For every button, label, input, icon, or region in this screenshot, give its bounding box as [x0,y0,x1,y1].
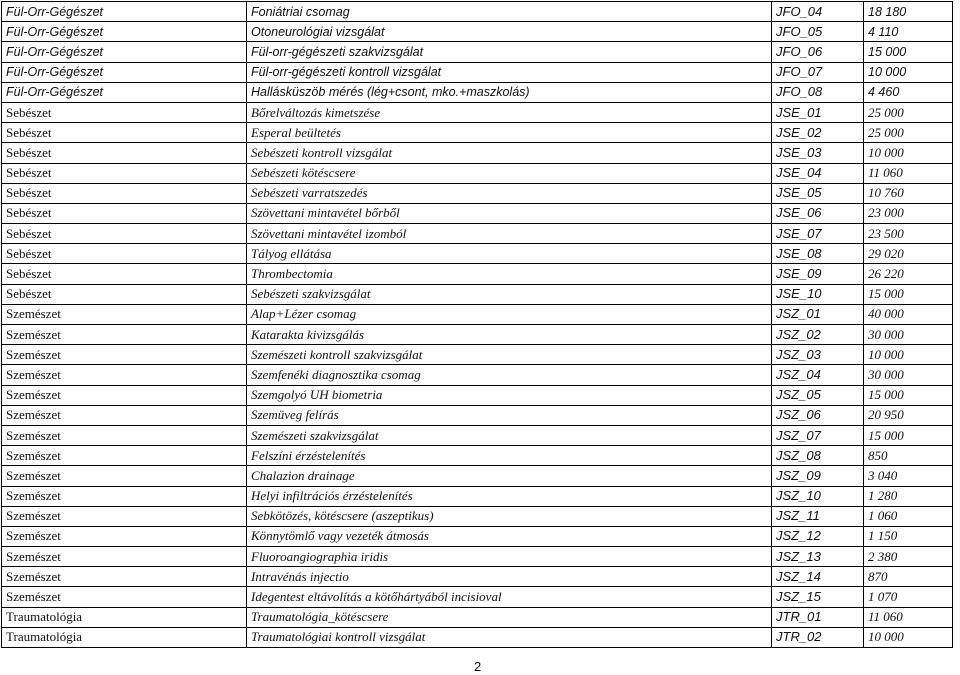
cell-specialty: Szemészet [2,385,247,405]
cell-code: JSZ_11 [772,506,864,526]
cell-service: Szemfenéki diagnosztika csomag [247,365,772,385]
cell-code: JSZ_01 [772,304,864,324]
table-row [2,264,953,284]
cell-price: 1 060 [864,506,953,526]
cell-service: Idegentest eltávolítás a kötőhártyából incisioval [247,587,772,607]
table-row [2,365,953,385]
cell-price: 26 220 [864,264,953,284]
table-body [2,2,953,648]
cell-service: Szemgolyó UH biometria [247,385,772,405]
table-row [2,22,953,42]
cell-price: 30 000 [864,365,953,385]
cell-code: JSZ_08 [772,446,864,466]
cell-code: JFO_08 [772,82,864,102]
table-row [2,143,953,163]
cell-code: JFO_06 [772,42,864,62]
cell-service: Fluoroangiographia iridis [247,547,772,567]
cell-service: Szövettani mintavétel bőrből [247,203,772,223]
table-row [2,627,953,647]
table-row [2,123,953,143]
page-number: 2 [474,659,482,674]
cell-price: 15 000 [864,385,953,405]
table-row [2,547,953,567]
cell-code: JSZ_03 [772,345,864,365]
table-row [2,82,953,102]
cell-code: JSE_04 [772,163,864,183]
cell-specialty: Szemészet [2,466,247,486]
table-row [2,506,953,526]
cell-specialty: Sebészet [2,123,247,143]
cell-price: 25 000 [864,123,953,143]
cell-specialty: Fül-Orr-Gégészet [2,42,247,62]
cell-specialty: Szemészet [2,425,247,445]
cell-price: 23 000 [864,203,953,223]
cell-specialty: Fül-Orr-Gégészet [2,2,247,22]
cell-code: JSE_10 [772,284,864,304]
cell-code: JSZ_10 [772,486,864,506]
cell-price: 25 000 [864,102,953,122]
cell-specialty: Szemészet [2,547,247,567]
cell-price: 10 760 [864,183,953,203]
cell-price: 1 070 [864,587,953,607]
cell-code: JTR_02 [772,627,864,647]
cell-price: 4 460 [864,82,953,102]
cell-code: JSZ_13 [772,547,864,567]
cell-service: Traumatológiai kontroll vizsgálat [247,627,772,647]
cell-code: JSE_05 [772,183,864,203]
table-row [2,203,953,223]
table-row [2,446,953,466]
cell-service: Esperal beültetés [247,123,772,143]
cell-specialty: Szemészet [2,506,247,526]
cell-service: Thrombectomia [247,264,772,284]
cell-service: Sebészeti szakvizsgálat [247,284,772,304]
cell-service: Szövettani mintavétel izomból [247,224,772,244]
cell-service: Otoneurológiai vizsgálat [247,22,772,42]
cell-specialty: Traumatológia [2,627,247,647]
cell-service: Bőrelváltozás kimetszése [247,102,772,122]
cell-code: JSZ_15 [772,587,864,607]
cell-code: JSE_06 [772,203,864,223]
cell-service: Foniátriai csomag [247,2,772,22]
cell-code: JSZ_06 [772,405,864,425]
cell-price: 10 000 [864,627,953,647]
cell-code: JTR_01 [772,607,864,627]
cell-service: Fül-orr-gégészeti kontroll vizsgálat [247,62,772,82]
cell-price: 23 500 [864,224,953,244]
cell-service: Szemészeti kontroll szakvizsgálat [247,345,772,365]
cell-specialty: Fül-Orr-Gégészet [2,62,247,82]
cell-code: JSZ_05 [772,385,864,405]
cell-service: Tályog ellátása [247,244,772,264]
cell-specialty: Sebészet [2,102,247,122]
cell-service: Szemüveg felírás [247,405,772,425]
cell-service: Katarakta kivizsgálás [247,325,772,345]
cell-service: Alap+Lézer csomag [247,304,772,324]
cell-code: JSZ_14 [772,567,864,587]
cell-price: 10 000 [864,62,953,82]
cell-specialty: Szemészet [2,365,247,385]
cell-price: 30 000 [864,325,953,345]
cell-price: 1 280 [864,486,953,506]
cell-code: JSZ_07 [772,425,864,445]
cell-code: JSZ_09 [772,466,864,486]
cell-price: 2 380 [864,547,953,567]
cell-specialty: Sebészet [2,244,247,264]
cell-specialty: Sebészet [2,143,247,163]
table-row [2,345,953,365]
cell-service: Hallásküszöb mérés (lég+csont, mko.+maszkolás) [247,82,772,102]
table-row [2,385,953,405]
cell-specialty: Szemészet [2,486,247,506]
cell-specialty: Szemészet [2,304,247,324]
cell-specialty: Szemészet [2,567,247,587]
table-row [2,62,953,82]
cell-specialty: Fül-Orr-Gégészet [2,82,247,102]
cell-service: Felszíni érzéstelenítés [247,446,772,466]
cell-service: Helyi infiltrációs érzéstelenítés [247,486,772,506]
table-row [2,466,953,486]
cell-specialty: Sebészet [2,224,247,244]
cell-specialty: Sebészet [2,203,247,223]
table-row [2,244,953,264]
cell-service: Sebészeti kötéscsere [247,163,772,183]
cell-code: JSE_07 [772,224,864,244]
cell-code: JFO_07 [772,62,864,82]
table-row [2,183,953,203]
cell-price: 15 000 [864,425,953,445]
cell-service: Fül-orr-gégészeti szakvizsgálat [247,42,772,62]
cell-price: 18 180 [864,2,953,22]
cell-price: 850 [864,446,953,466]
cell-service: Chalazion drainage [247,466,772,486]
table-row [2,102,953,122]
cell-specialty: Traumatológia [2,607,247,627]
cell-price: 15 000 [864,42,953,62]
service-price-table [1,1,953,648]
cell-price: 11 060 [864,163,953,183]
cell-code: JSZ_02 [772,325,864,345]
table-row [2,224,953,244]
table-row [2,607,953,627]
cell-specialty: Sebészet [2,183,247,203]
table-row [2,425,953,445]
cell-service: Sebészeti kontroll vizsgálat [247,143,772,163]
cell-price: 29 020 [864,244,953,264]
cell-specialty: Szemészet [2,325,247,345]
table-row [2,42,953,62]
cell-specialty: Sebészet [2,163,247,183]
cell-service: Szemészeti szakvizsgálat [247,425,772,445]
cell-code: JSE_02 [772,123,864,143]
table-row [2,486,953,506]
cell-price: 40 000 [864,304,953,324]
cell-specialty: Sebészet [2,284,247,304]
cell-price: 10 000 [864,143,953,163]
cell-code: JSE_09 [772,264,864,284]
cell-price: 15 000 [864,284,953,304]
cell-specialty: Szemészet [2,587,247,607]
cell-specialty: Szemészet [2,345,247,365]
table-row [2,526,953,546]
cell-service: Sebkötözés, kötéscsere (aszeptikus) [247,506,772,526]
table-row [2,405,953,425]
cell-service: Intravénás injectio [247,567,772,587]
table-row [2,567,953,587]
cell-code: JSZ_12 [772,526,864,546]
cell-price: 4 110 [864,22,953,42]
cell-specialty: Szemészet [2,446,247,466]
cell-code: JSE_03 [772,143,864,163]
cell-price: 10 000 [864,345,953,365]
table-row [2,325,953,345]
cell-service: Könnytömlő vagy vezeték átmosás [247,526,772,546]
cell-specialty: Szemészet [2,405,247,425]
cell-price: 11 060 [864,607,953,627]
cell-specialty: Fül-Orr-Gégészet [2,22,247,42]
cell-price: 20 950 [864,405,953,425]
cell-specialty: Szemészet [2,526,247,546]
cell-code: JFO_04 [772,2,864,22]
cell-code: JFO_05 [772,22,864,42]
cell-price: 1 150 [864,526,953,546]
cell-service: Sebészeti varratszedés [247,183,772,203]
table-row [2,304,953,324]
table-row [2,2,953,22]
cell-service: Traumatológia_kötéscsere [247,607,772,627]
cell-code: JSZ_04 [772,365,864,385]
cell-specialty: Sebészet [2,264,247,284]
table-row [2,163,953,183]
table-row [2,587,953,607]
cell-code: JSE_01 [772,102,864,122]
cell-code: JSE_08 [772,244,864,264]
table-row [2,284,953,304]
cell-price: 3 040 [864,466,953,486]
cell-price: 870 [864,567,953,587]
